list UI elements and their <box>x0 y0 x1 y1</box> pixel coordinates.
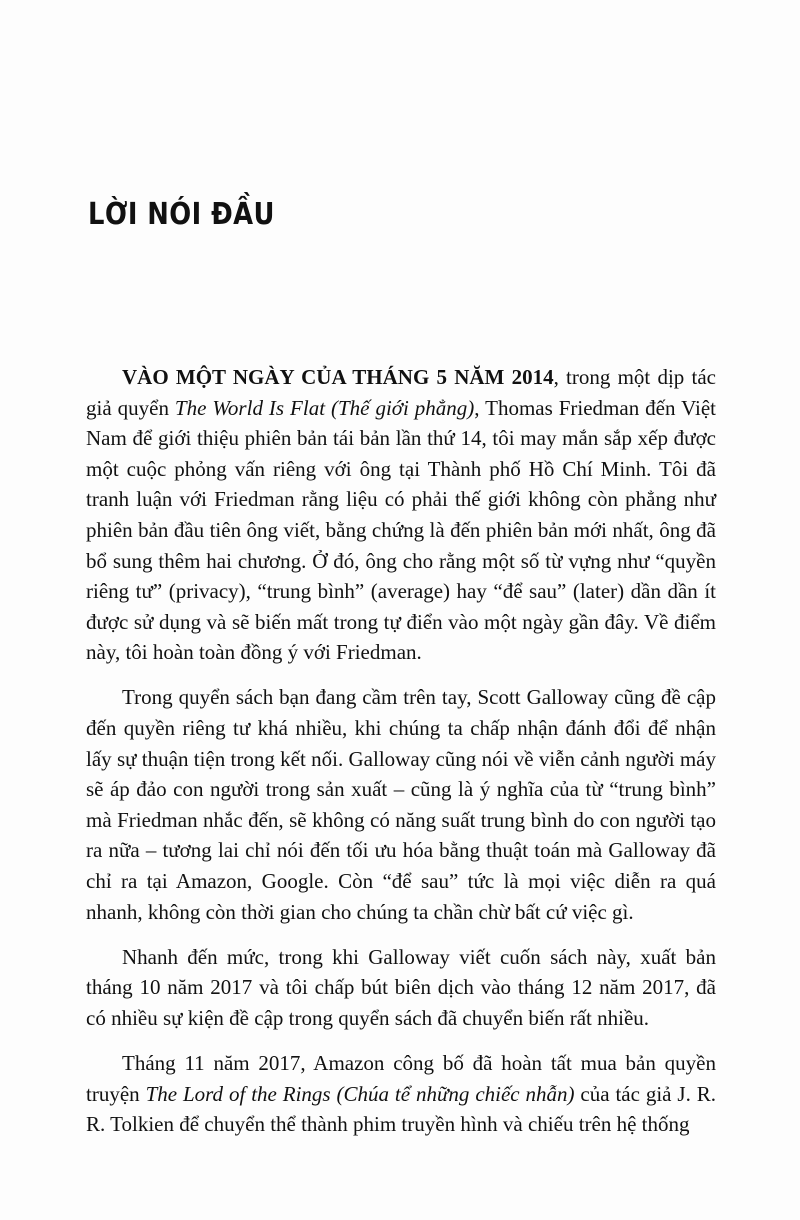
paragraph-4-text-a: Tháng 11 năm 2017, Amazon công bố đã hoàn tất mua bản quyền truyện <box>86 1050 716 1106</box>
chapter-heading: LỜI NÓI ĐẦU <box>88 197 275 232</box>
book-title-the-world-is-flat: The World Is Flat (Thế giới phẳng) <box>174 395 475 420</box>
paragraph-lead-in: VÀO MỘT NGÀY CỦA THÁNG 5 NĂM 2014 <box>122 365 554 389</box>
body-text <box>86 362 716 1154</box>
paragraph-1 <box>86 362 716 668</box>
paragraph-2: Trong quyển sách bạn đang cầm trên tay, Scott Galloway cũng đề cập đến quyền riêng tư khá nhiều, khi chúng ta chấp nhận đánh đổi để nhận lấy sự thuận tiện trong kết nối. Galloway cũng nói về viễn cảnh người máy sẽ áp đảo con người trong sản xuất – cũng là ý nghĩa của từ “trung bình” mà Friedman nhắc đến, sẽ không có năng suất trung bình do con người tạo ra nữa – tương lai chỉ nói đến tối ưu hóa bằng thuật toán mà Galloway đã chỉ ra tại Amazon, Google. Còn “để sau” tức là mọi việc diễn ra quá nhanh, không còn thời gian cho chúng ta chần chừ bất cứ việc gì. <box>86 685 716 924</box>
book-title-lord-of-the-rings: The Lord of the Rings (Chúa tể những chiếc nhẫn) <box>145 1081 575 1106</box>
paragraph-4-text-b: của tác giả J. R. R. Tolkien để chuyển thể thành phim truyền hình và chiếu trên hệ thống <box>86 1081 716 1137</box>
paragraph-1-text-b: , Thomas Friedman đến Việt Nam để giới thiệu phiên bản tái bản lần thứ 14, tôi may mắn sắp xếp được một cuộc phỏng vấn riêng với ông tại Thành phố Hồ Chí Minh. Tôi đã tranh luận với Friedman rằng liệu có phải thế giới không còn phẳng như phiên bản đầu tiên ông viết, bằng chứng là đến phiên bản mới nhất, ông đã bổ sung thêm hai chương. Ở đó, ông cho rằng một số từ vựng như “quyền riêng tư” (privacy), “trung bình” (average) hay “để sau” (later) dần dần ít được sử dụng và sẽ biến mất trong tự điển vào một ngày gần đây. Về điểm này, tôi hoàn toàn đồng ý với Friedman. <box>86 395 716 665</box>
paragraph-4 <box>86 1048 716 1140</box>
paragraph-1-text-a: , trong một dịp tác giả quyển <box>86 365 716 420</box>
paragraph-3: Nhanh đến mức, trong khi Galloway viết cuốn sách này, xuất bản tháng 10 năm 2017 và tôi chấp bút biên dịch vào tháng 12 năm 2017, đã có nhiều sự kiện đề cập trong quyển sách đã chuyển biến rất nhiều. <box>86 944 716 1030</box>
